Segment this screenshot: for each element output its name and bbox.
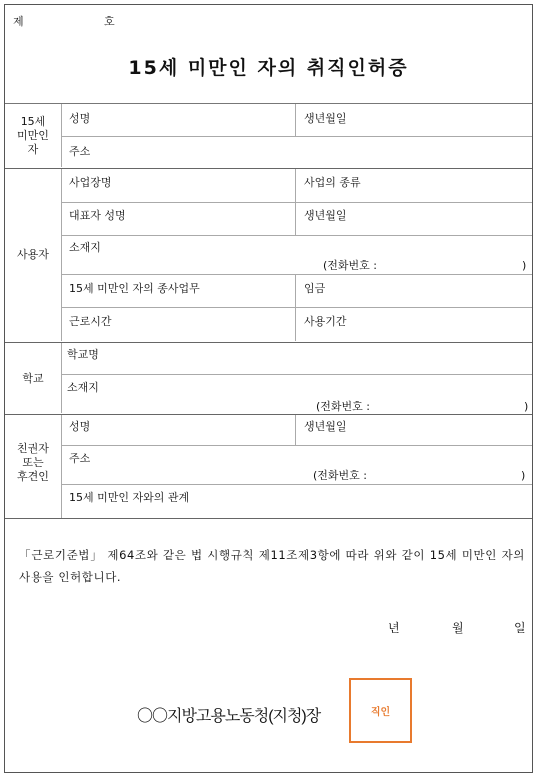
business-name-label: 사업장명 xyxy=(69,176,112,189)
date-month-label: 월 xyxy=(452,621,464,635)
section-divider xyxy=(5,342,532,343)
period-label: 사용기간 xyxy=(304,315,347,328)
rep-birth-label: 생년월일 xyxy=(304,209,347,222)
official-seal xyxy=(349,678,412,743)
work-hours-label: 근로시간 xyxy=(69,315,112,328)
guardian-name-label: 성명 xyxy=(69,420,91,433)
divider xyxy=(61,343,62,413)
rep-name-label: 대표자 성명 xyxy=(69,209,126,222)
employer-phone-label: (전화번호 : xyxy=(323,259,377,272)
guardian-section-label: 친권자 또는 후견인 xyxy=(17,442,49,483)
guardian-birth-label: 생년월일 xyxy=(304,420,347,433)
employer-location-label: 소재지 xyxy=(69,241,101,254)
date-day-label: 일 xyxy=(514,621,526,635)
school-name-label: 학교명 xyxy=(67,348,99,361)
section-divider xyxy=(5,414,532,415)
permit-statement: 「근로기준법」 제64조와 같은 법 시행규칙 제11조제3항에 따라 위와 같이 15세 미만인 자의 사용을 인허합니다. xyxy=(19,548,525,584)
guardian-phone-close: ) xyxy=(521,469,526,482)
number-label-1: 제 xyxy=(13,15,24,28)
school-location-label: 소재지 xyxy=(67,381,99,394)
school-phone-label: (전화번호 : xyxy=(316,400,370,413)
divider xyxy=(61,169,62,341)
issuer-name: 〇〇지방고용노동청(지청)장 xyxy=(137,708,321,725)
form-header xyxy=(5,5,532,104)
minor-duty-label: 15세 미만인 자의 종사업무 xyxy=(69,282,200,295)
business-type-label: 사업의 종류 xyxy=(304,176,361,189)
minor-birth-label: 생년월일 xyxy=(304,112,347,125)
employer-phone-close: ) xyxy=(522,259,527,272)
permit-form xyxy=(4,4,533,773)
date-year-label: 년 xyxy=(388,621,400,635)
guardian-phone-label: (전화번호 : xyxy=(313,469,367,482)
divider xyxy=(61,415,62,519)
minor-name-label: 성명 xyxy=(69,112,91,125)
form-title: 15세 미만인 자의 취직인허증 xyxy=(128,57,409,79)
relation-label: 15세 미만인 자와의 관계 xyxy=(69,491,190,504)
school-phone-close: ) xyxy=(524,400,529,413)
minor-section-label: 15세 미만인 자 xyxy=(17,115,49,156)
minor-address-label: 주소 xyxy=(69,145,91,158)
wage-label: 임금 xyxy=(304,282,326,295)
section-divider xyxy=(5,168,532,169)
section-divider xyxy=(5,518,532,519)
employer-section-label: 사용자 xyxy=(17,248,49,261)
seal-label: 직인 xyxy=(370,707,391,718)
number-label-2: 호 xyxy=(104,15,115,28)
guardian-address-label: 주소 xyxy=(69,452,91,465)
school-section-label: 학교 xyxy=(22,372,44,385)
